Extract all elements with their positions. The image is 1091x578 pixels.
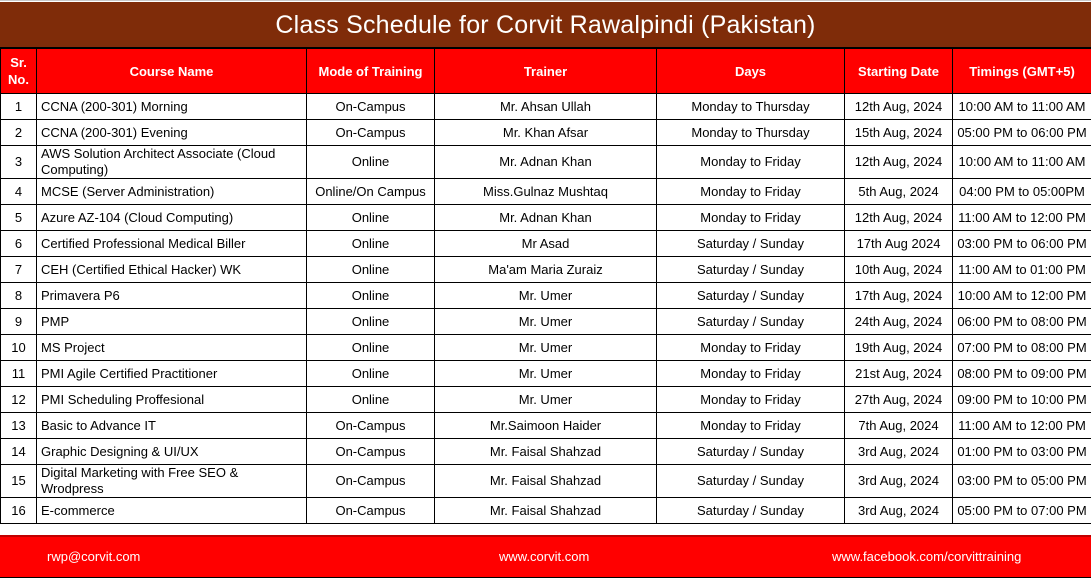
- cell-sr: 4: [1, 179, 37, 205]
- cell-course: CCNA (200-301) Evening: [37, 120, 307, 146]
- cell-trainer: Mr. Faisal Shahzad: [435, 465, 657, 498]
- cell-timings: 09:00 PM to 10:00 PM: [953, 387, 1091, 413]
- page-title: Class Schedule for Corvit Rawalpindi (Pakistan): [0, 2, 1091, 48]
- cell-mode: Online: [307, 283, 435, 309]
- cell-mode: Online/On Campus: [307, 179, 435, 205]
- table-row: [1, 283, 1091, 309]
- cell-mode: On-Campus: [307, 120, 435, 146]
- cell-timings: 06:00 PM to 08:00 PM: [953, 309, 1091, 335]
- cell-start-date: 15th Aug, 2024: [845, 120, 953, 146]
- table-row: [1, 335, 1091, 361]
- cell-course: CCNA (200-301) Morning: [37, 94, 307, 120]
- cell-days: Monday to Friday: [657, 146, 845, 179]
- cell-mode: Online: [307, 146, 435, 179]
- cell-sr: 13: [1, 413, 37, 439]
- cell-sr: 7: [1, 257, 37, 283]
- cell-course: Azure AZ-104 (Cloud Computing): [37, 205, 307, 231]
- cell-mode: Online: [307, 361, 435, 387]
- cell-mode: On-Campus: [307, 498, 435, 524]
- cell-timings: 05:00 PM to 06:00 PM: [953, 120, 1091, 146]
- cell-trainer: Mr. Umer: [435, 387, 657, 413]
- table-row: [1, 231, 1091, 257]
- cell-days: Monday to Thursday: [657, 94, 845, 120]
- cell-sr: 2: [1, 120, 37, 146]
- cell-sr: 9: [1, 309, 37, 335]
- cell-start-date: 17th Aug 2024: [845, 231, 953, 257]
- cell-trainer: Mr. Umer: [435, 283, 657, 309]
- table-row: [1, 179, 1091, 205]
- cell-course: Primavera P6: [37, 283, 307, 309]
- cell-mode: Online: [307, 205, 435, 231]
- cell-days: Monday to Friday: [657, 413, 845, 439]
- cell-timings: 10:00 AM to 11:00 AM: [953, 146, 1091, 179]
- cell-mode: On-Campus: [307, 413, 435, 439]
- cell-mode: On-Campus: [307, 465, 435, 498]
- cell-sr: 8: [1, 283, 37, 309]
- cell-start-date: 19th Aug, 2024: [845, 335, 953, 361]
- cell-trainer: Mr. Faisal Shahzad: [435, 439, 657, 465]
- cell-days: Monday to Friday: [657, 205, 845, 231]
- cell-sr: 12: [1, 387, 37, 413]
- cell-start-date: 3rd Aug, 2024: [845, 465, 953, 498]
- column-header-mode: Mode of Training: [307, 49, 435, 94]
- cell-start-date: 12th Aug, 2024: [845, 94, 953, 120]
- cell-start-date: 3rd Aug, 2024: [845, 498, 953, 524]
- cell-start-date: 12th Aug, 2024: [845, 205, 953, 231]
- cell-trainer: Mr. Umer: [435, 361, 657, 387]
- cell-start-date: 5th Aug, 2024: [845, 179, 953, 205]
- cell-days: Saturday / Sunday: [657, 231, 845, 257]
- cell-days: Saturday / Sunday: [657, 465, 845, 498]
- cell-mode: Online: [307, 335, 435, 361]
- cell-start-date: 7th Aug, 2024: [845, 413, 953, 439]
- cell-course: Graphic Designing & UI/UX: [37, 439, 307, 465]
- footer-email-link[interactable]: rwp@corvit.com: [47, 549, 140, 564]
- cell-timings: 05:00 PM to 07:00 PM: [953, 498, 1091, 524]
- cell-course: PMP: [37, 309, 307, 335]
- schedule-table: [0, 48, 1091, 524]
- table-row: [1, 120, 1091, 146]
- cell-start-date: 12th Aug, 2024: [845, 146, 953, 179]
- cell-mode: On-Campus: [307, 439, 435, 465]
- cell-course: Basic to Advance IT: [37, 413, 307, 439]
- cell-mode: Online: [307, 257, 435, 283]
- table-row: [1, 387, 1091, 413]
- column-header-course: Course Name: [37, 49, 307, 94]
- cell-trainer: Mr.Saimoon Haider: [435, 413, 657, 439]
- cell-timings: 11:00 AM to 12:00 PM: [953, 413, 1091, 439]
- table-row: [1, 309, 1091, 335]
- cell-timings: 10:00 AM to 12:00 PM: [953, 283, 1091, 309]
- cell-timings: 03:00 PM to 05:00 PM: [953, 465, 1091, 498]
- cell-days: Saturday / Sunday: [657, 283, 845, 309]
- cell-course: MCSE (Server Administration): [37, 179, 307, 205]
- column-header-sr: Sr. No.: [1, 49, 37, 94]
- cell-sr: 5: [1, 205, 37, 231]
- cell-start-date: 21st Aug, 2024: [845, 361, 953, 387]
- cell-timings: 01:00 PM to 03:00 PM: [953, 439, 1091, 465]
- cell-sr: 14: [1, 439, 37, 465]
- column-header-start: Starting Date: [845, 49, 953, 94]
- cell-timings: 11:00 AM to 01:00 PM: [953, 257, 1091, 283]
- cell-trainer: Mr Asad: [435, 231, 657, 257]
- column-header-trainer: Trainer: [435, 49, 657, 94]
- cell-sr: 16: [1, 498, 37, 524]
- cell-start-date: 17th Aug, 2024: [845, 283, 953, 309]
- cell-sr: 1: [1, 94, 37, 120]
- table-row: [1, 146, 1091, 179]
- cell-days: Monday to Friday: [657, 361, 845, 387]
- cell-course: PMI Scheduling Proffesional: [37, 387, 307, 413]
- cell-trainer: Mr. Adnan Khan: [435, 205, 657, 231]
- footer-website-link[interactable]: www.corvit.com: [499, 549, 589, 564]
- cell-days: Saturday / Sunday: [657, 498, 845, 524]
- cell-sr: 11: [1, 361, 37, 387]
- cell-mode: Online: [307, 309, 435, 335]
- cell-course: MS Project: [37, 335, 307, 361]
- cell-sr: 3: [1, 146, 37, 179]
- cell-trainer: Ma'am Maria Zuraiz: [435, 257, 657, 283]
- cell-mode: Online: [307, 387, 435, 413]
- cell-start-date: 3rd Aug, 2024: [845, 439, 953, 465]
- cell-timings: 07:00 PM to 08:00 PM: [953, 335, 1091, 361]
- cell-trainer: Mr. Khan Afsar: [435, 120, 657, 146]
- table-row: [1, 413, 1091, 439]
- table-row: [1, 498, 1091, 524]
- cell-course: CEH (Certified Ethical Hacker) WK: [37, 257, 307, 283]
- cell-timings: 04:00 PM to 05:00PM: [953, 179, 1091, 205]
- cell-trainer: Miss.Gulnaz Mushtaq: [435, 179, 657, 205]
- cell-trainer: Mr. Adnan Khan: [435, 146, 657, 179]
- cell-start-date: 10th Aug, 2024: [845, 257, 953, 283]
- table-row: [1, 257, 1091, 283]
- cell-trainer: Mr. Ahsan Ullah: [435, 94, 657, 120]
- footer-bar: [0, 535, 1091, 578]
- cell-days: Monday to Friday: [657, 179, 845, 205]
- footer-facebook-link[interactable]: www.facebook.com/corvittraining: [832, 549, 1021, 564]
- table-row: [1, 205, 1091, 231]
- cell-days: Saturday / Sunday: [657, 257, 845, 283]
- cell-sr: 10: [1, 335, 37, 361]
- cell-course: PMI Agile Certified Practitioner: [37, 361, 307, 387]
- cell-course: E-commerce: [37, 498, 307, 524]
- cell-mode: Online: [307, 231, 435, 257]
- cell-course: Digital Marketing with Free SEO & Wrodpress: [37, 465, 307, 498]
- table-row: [1, 465, 1091, 498]
- column-header-timings: Timings (GMT+5): [953, 49, 1091, 94]
- table-header-row: [1, 49, 1091, 94]
- cell-start-date: 27th Aug, 2024: [845, 387, 953, 413]
- cell-trainer: Mr. Umer: [435, 309, 657, 335]
- cell-course: AWS Solution Architect Associate (Cloud Computing): [37, 146, 307, 179]
- cell-days: Saturday / Sunday: [657, 439, 845, 465]
- cell-timings: 10:00 AM to 11:00 AM: [953, 94, 1091, 120]
- cell-sr: 6: [1, 231, 37, 257]
- cell-trainer: Mr. Umer: [435, 335, 657, 361]
- column-header-days: Days: [657, 49, 845, 94]
- cell-timings: 11:00 AM to 12:00 PM: [953, 205, 1091, 231]
- cell-days: Saturday / Sunday: [657, 309, 845, 335]
- table-row: [1, 439, 1091, 465]
- cell-days: Monday to Thursday: [657, 120, 845, 146]
- cell-days: Monday to Friday: [657, 335, 845, 361]
- table-row: [1, 94, 1091, 120]
- cell-timings: 08:00 PM to 09:00 PM: [953, 361, 1091, 387]
- cell-start-date: 24th Aug, 2024: [845, 309, 953, 335]
- cell-course: Certified Professional Medical Biller: [37, 231, 307, 257]
- cell-days: Monday to Friday: [657, 387, 845, 413]
- cell-mode: On-Campus: [307, 94, 435, 120]
- cell-trainer: Mr. Faisal Shahzad: [435, 498, 657, 524]
- table-row: [1, 361, 1091, 387]
- cell-timings: 03:00 PM to 06:00 PM: [953, 231, 1091, 257]
- cell-sr: 15: [1, 465, 37, 498]
